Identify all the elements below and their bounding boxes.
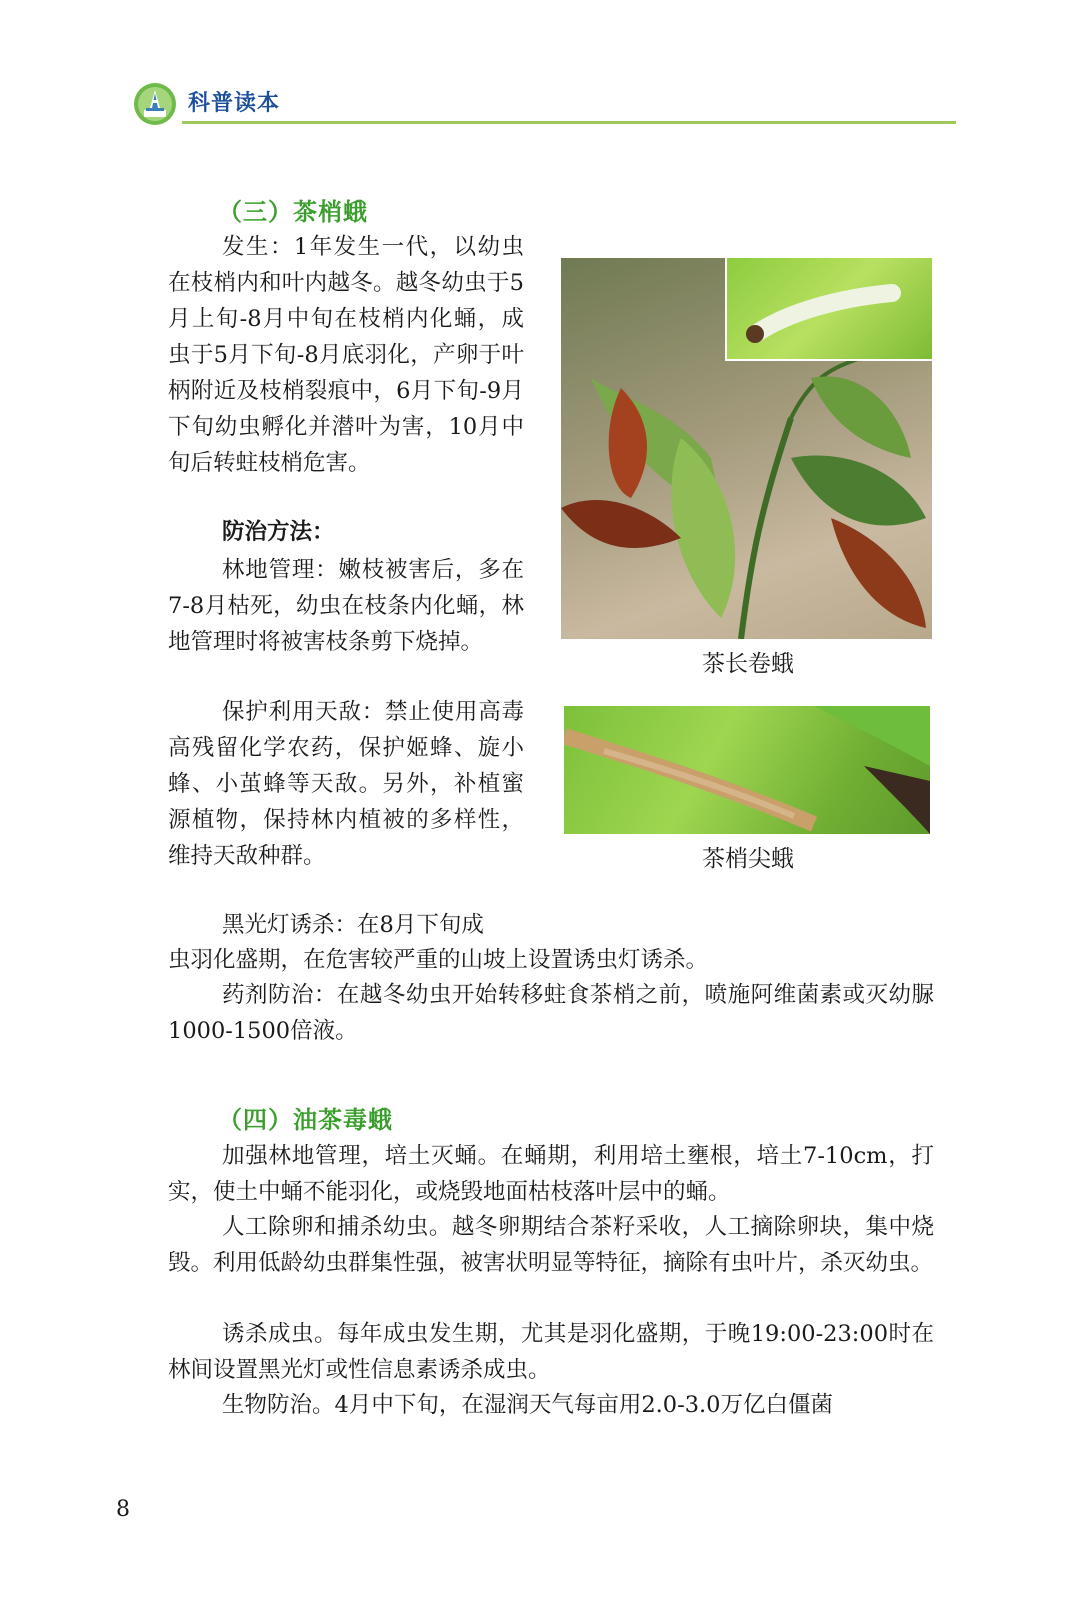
trap-adults-paragraph: 诱杀成虫。每年成虫发生期，尤其是羽化盛期，于晚19:00-23:00时在林间设置黑光灯或性信息素诱杀成虫。	[168, 1321, 934, 1383]
control-methods-title: 防治方法：	[222, 519, 335, 545]
light-trap-paragraph-start: 黑光灯诱杀：在8月下旬成	[222, 912, 484, 938]
header-title: 科普读本	[188, 91, 281, 116]
tea-leafminer-photo	[564, 706, 930, 834]
natural-enemies-paragraph: 保护利用天敌：禁止使用高毒高残留化学农药，保护姬蜂、旋小蜂、小茧蜂等天敌。另外，补植蜜源植物，保持林内植被的多样性，维持天敌种群。	[168, 699, 524, 869]
header-divider	[182, 121, 956, 124]
section-4-heading: （四）油茶毒蛾	[218, 1106, 393, 1134]
larva-inset-photo	[725, 258, 932, 361]
occurrence-paragraph: 发生：1年发生一代，以幼虫在枝梢内和叶内越冬。越冬幼虫于5月上旬-8月中旬在枝梢内化蛹，成虫于5月下旬-8月底羽化，产卵于叶柄附近及枝梢裂痕中，6月下旬-9月下旬幼虫孵化并潜叶为害，10月中旬后转蛀枝梢危害。	[168, 234, 524, 476]
photo-1-caption: 茶长卷蛾	[702, 651, 794, 677]
forest-management-paragraph: 林地管理：嫩枝被害后，多在7-8月枯死，幼虫在枝条内化蛹，林地管理时将被害枝条剪下烧掉。	[168, 557, 524, 655]
cultivation-paragraph: 加强林地管理，培土灭蛹。在蛹期，利用培土壅根，培土7-10cm，打实，使土中蛹不能羽化，或烧毁地面枯枝落叶层中的蛹。	[168, 1143, 934, 1205]
book-tower-logo-icon	[133, 82, 177, 126]
egg-removal-paragraph: 人工除卵和捕杀幼虫。越冬卵期结合茶籽采收，人工摘除卵块，集中烧毁。利用低龄幼虫群集性强，被害状明显等特征，摘除有虫叶片，杀灭幼虫。	[168, 1214, 934, 1276]
light-trap-paragraph-end: 虫羽化盛期，在危害较严重的山坡上设置诱虫灯诱杀。	[168, 947, 709, 973]
section-3-heading: （三）茶梢蛾	[218, 198, 368, 226]
page-number: 8	[116, 1497, 130, 1522]
biological-control-paragraph: 生物防治。4月中下旬，在湿润天气每亩用2.0-3.0万亿白僵菌	[222, 1392, 833, 1418]
chemical-control-paragraph: 药剂防治：在越冬幼虫开始转移蛀食茶梢之前，喷施阿维菌素或灭幼脲1000-1500倍液。	[168, 982, 934, 1044]
photo-2-caption: 茶梢尖蛾	[702, 846, 794, 872]
tea-tortrix-photo	[561, 258, 932, 639]
